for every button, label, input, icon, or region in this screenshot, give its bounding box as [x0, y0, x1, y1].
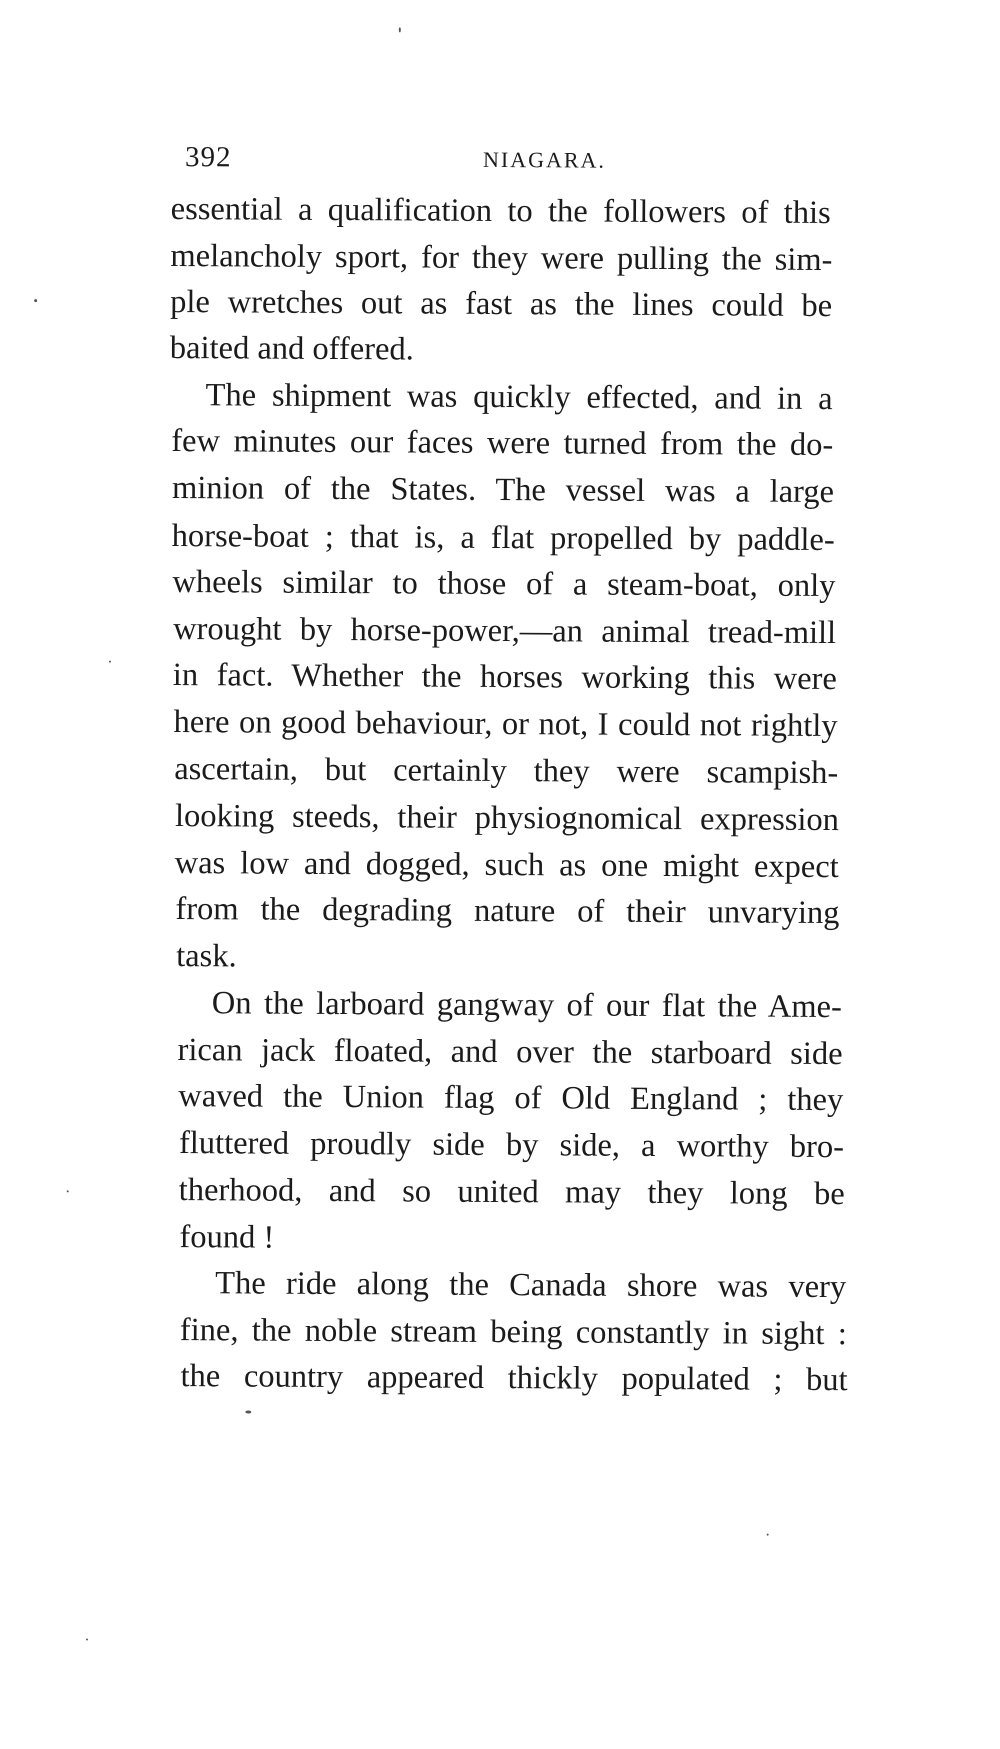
text-line: fluttered proudly side by side, a worthy bro-: [178, 1125, 845, 1166]
text-line: On the larboard gangway of our flat the Ame-: [211, 985, 842, 1026]
text-line: The shipment was quickly effected, and in a: [205, 377, 833, 418]
text-line: fine, the noble stream being constantly in sight :: [179, 1312, 847, 1353]
text-line: here on good behaviour, or not, I could not rightly: [173, 704, 838, 745]
text-line: ple wretches out as fast as the lines could be: [170, 283, 833, 325]
text-line: few minutes our faces were turned from the do-: [171, 423, 834, 464]
paper-speck: [34, 299, 37, 302]
text-line: essential a qualification to the followers of this: [170, 190, 831, 232]
page-number: 392: [184, 141, 232, 174]
text-line: baited and offered.: [169, 329, 414, 368]
text-line: minion of the States. The vessel was a large: [171, 470, 835, 511]
running-title: NIAGARA.: [482, 146, 607, 173]
text-line: horse-boat ; that is, a flat propelled by paddle-: [171, 518, 835, 559]
text-line: wheels similar to those of a steam-boat, only: [172, 564, 836, 605]
running-head: [185, 141, 915, 185]
paper-speck: [767, 1534, 769, 1536]
text-line: was low and dogged, such as one might expect: [174, 845, 839, 886]
text-line: wrought by horse-power,—an animal tread-mill: [173, 611, 837, 652]
text-line: task.: [176, 938, 237, 975]
text-line: in fact. Whether the horses working this were: [172, 657, 837, 698]
text-line: found !: [179, 1219, 275, 1256]
paper-speck: [67, 1190, 69, 1192]
paper-speck: [399, 27, 401, 32]
text-line: melancholy sport, for they were pulling the sim-: [170, 237, 833, 279]
text-line: waved the Union flag of Old England ; they: [178, 1078, 844, 1119]
text-line: ascertain, but certainly they were scampish-: [174, 751, 839, 792]
text-line: therhood, and so united may they long be: [178, 1172, 845, 1213]
paper-speck: [245, 1410, 251, 1413]
text-line: looking steeds, their physiognomical expression: [174, 798, 840, 839]
paper-speck: [109, 661, 111, 663]
text-line: the country appeared thickly populated ; but: [180, 1358, 848, 1399]
text-line: The ride along the Canada shore was very: [215, 1265, 847, 1306]
text-line: rican jack floated, and over the starboard side: [177, 1032, 843, 1073]
paper-speck: [86, 1639, 88, 1641]
text-line: from the degrading nature of their unvarying: [175, 891, 840, 932]
